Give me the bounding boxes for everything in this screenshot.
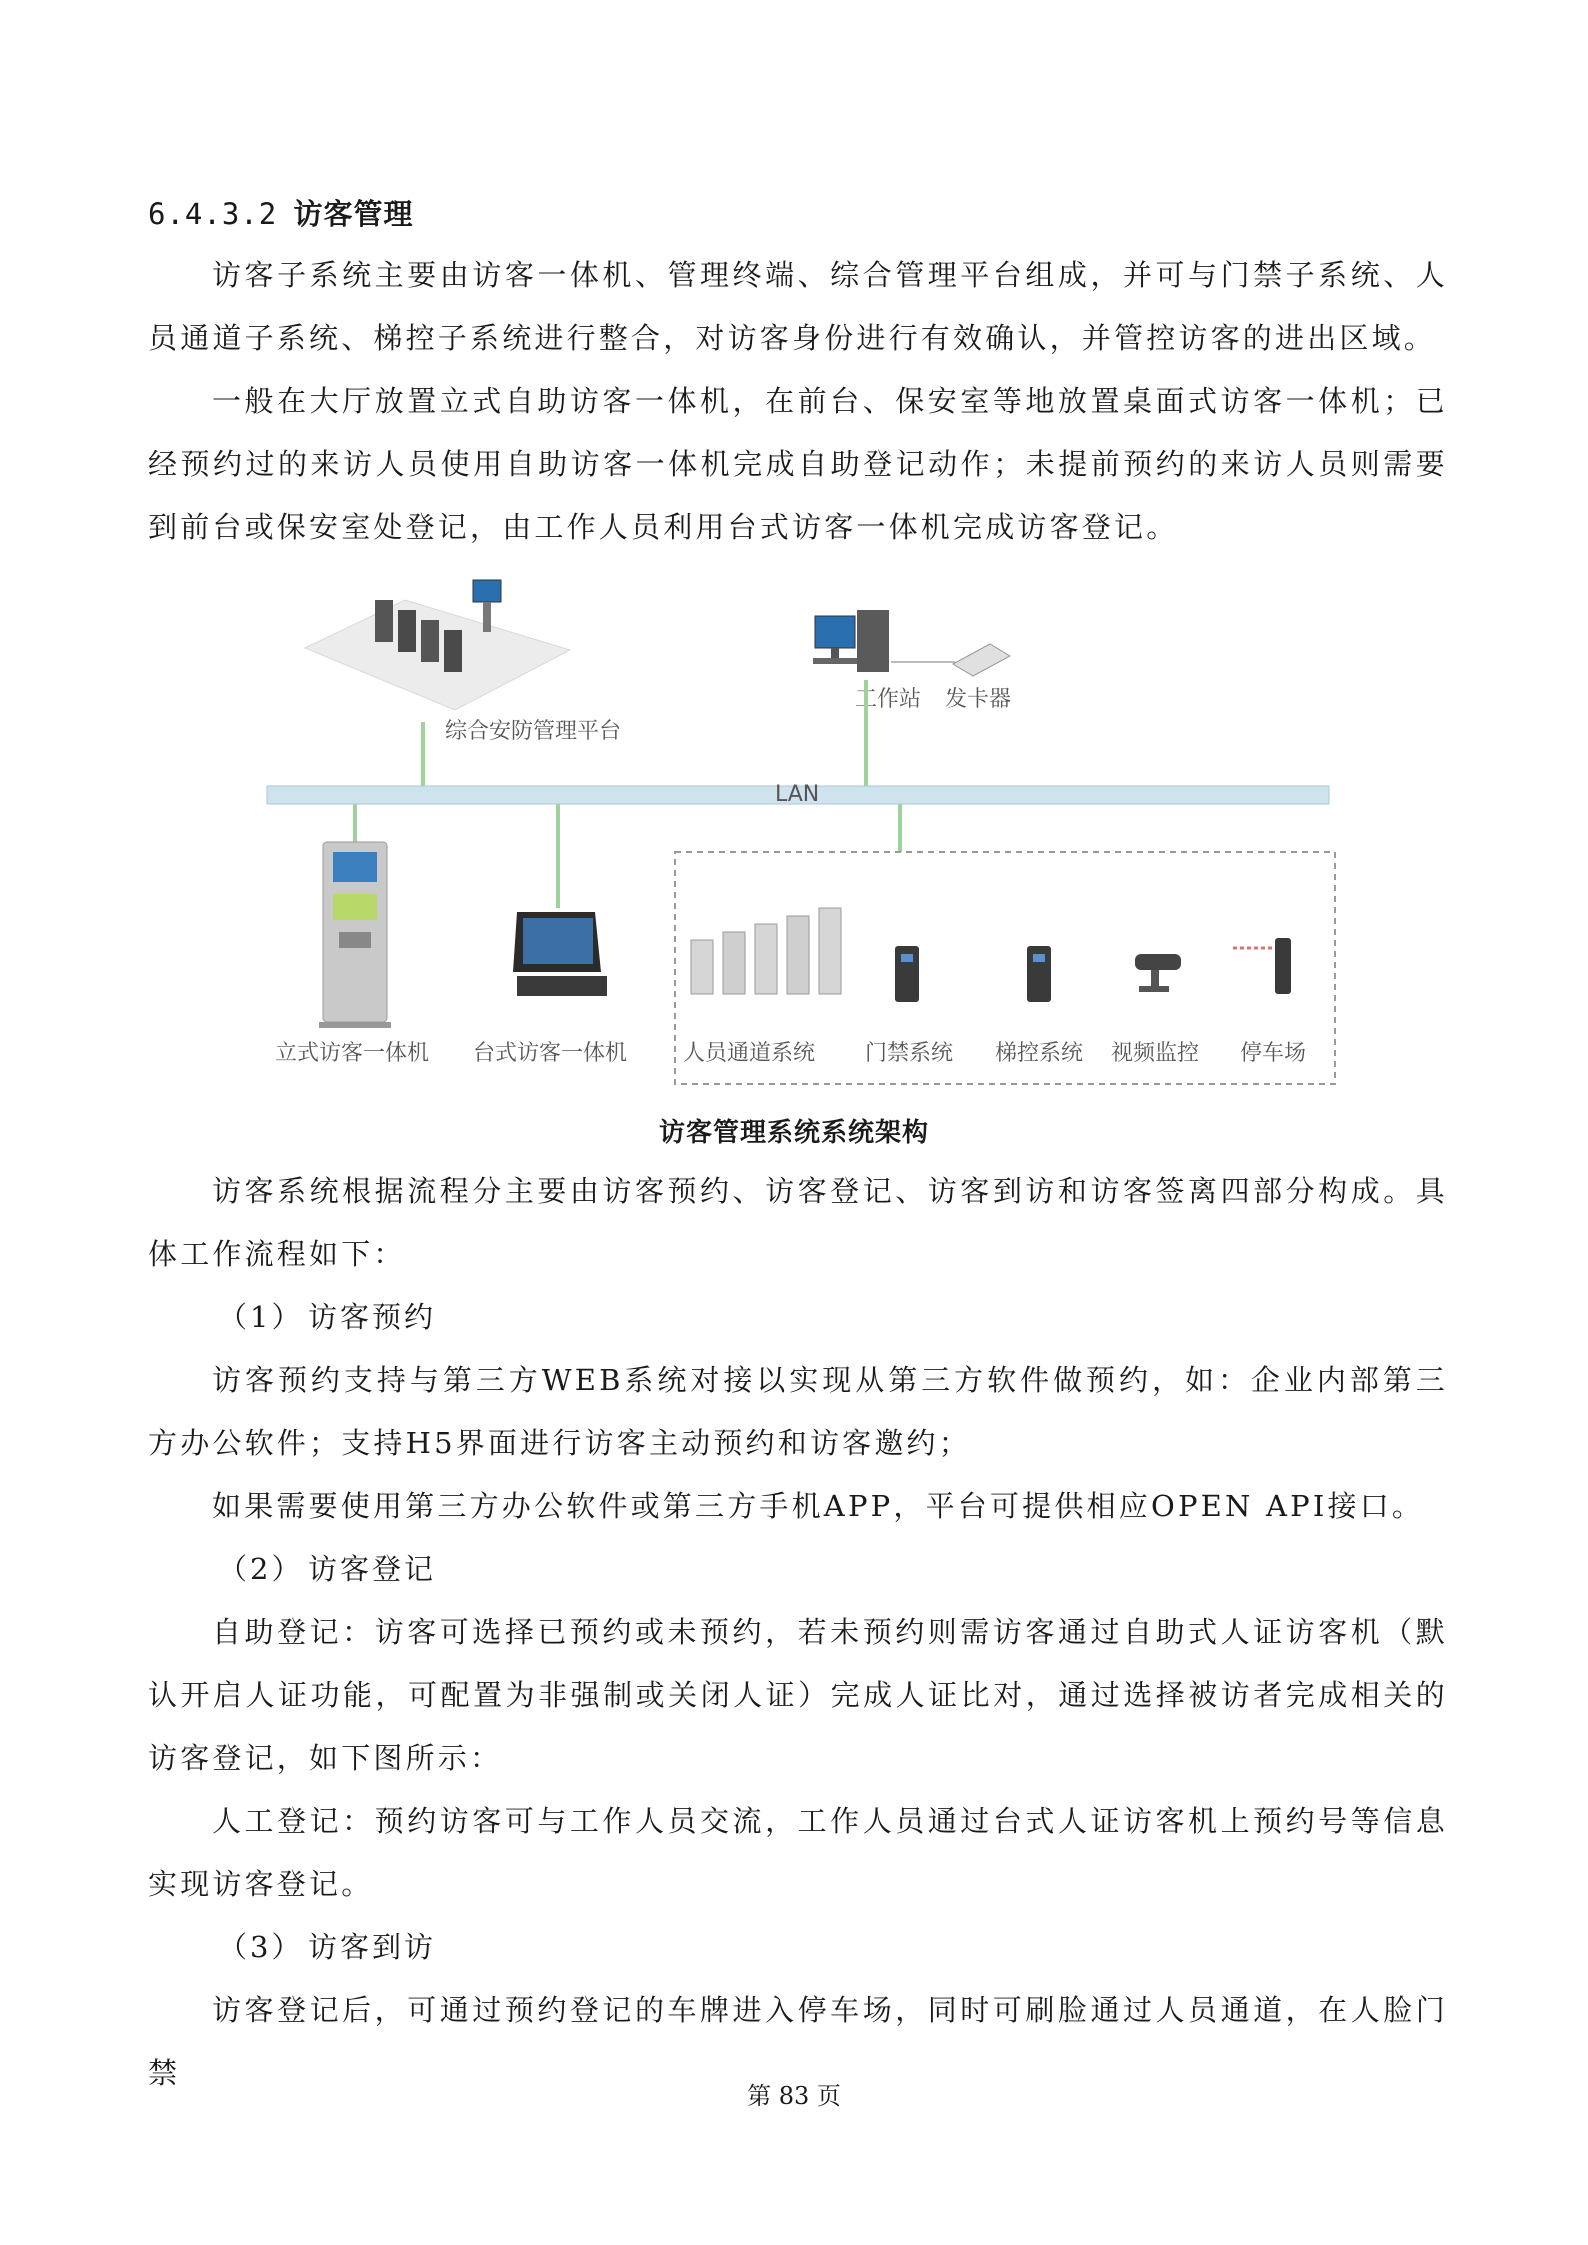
lan-label: LAN (775, 782, 820, 807)
section-number: 6.4.3.2 (148, 197, 278, 231)
item-paragraph: 自助登记：访客可选择已预约或未预约，若未预约则需访客通过自助式人证访客机（默认开启人证功能，可配置为非强制或关闭人证）完成人证比对，通过选择被访者完成相关的访客登记，如下图所示： (148, 1615, 1448, 1775)
item-index: （1） (218, 1300, 304, 1334)
item-heading (148, 1538, 1448, 1601)
item-index: （2） (218, 1552, 304, 1586)
item-title: 访客登记 (308, 1552, 437, 1586)
architecture-diagram (255, 560, 1355, 1100)
section-title: 访客管理 (293, 197, 414, 231)
parking-label: 停车场 (1240, 1041, 1307, 1066)
intro-paragraph: 访客子系统主要由访客一体机、管理终端、综合管理平台组成，并可与门禁子系统、人员通道子系统、梯控子系统进行整合，对访客身份进行有效确认，并管控访客的进出区域。 (148, 258, 1448, 355)
platform-server-icon (305, 580, 570, 710)
item-paragraph: 访客预约支持与第三方WEB系统对接以实现从第三方软件做预约，如：企业内部第三方办公软件；支持H5界面进行访客主动预约和访客邀约； (148, 1363, 1448, 1460)
camera-icon (1135, 954, 1181, 992)
elevator-control-icon (1027, 946, 1051, 1002)
item-paragraph: 人工登记：预约访客可与工作人员交流，工作人员通过台式人证访客机上预约号等信息实现访客登记。 (148, 1804, 1448, 1901)
card-issuer-icon (953, 644, 1010, 676)
desktop-kiosk-label: 台式访客一体机 (473, 1041, 628, 1066)
item-paragraph: 访客登记后，可通过预约登记的车牌进入停车场，同时可刷脸通过人员通道，在人脸门禁 (148, 1993, 1448, 2090)
personnel-channel-label: 人员通道系统 (683, 1041, 816, 1066)
personnel-channel-icon (691, 908, 841, 994)
workstation-label: 工作站 (855, 687, 922, 712)
access-control-icon (895, 946, 919, 1002)
card-issuer-label: 发卡器 (945, 687, 1012, 712)
elevator-control-label: 梯控系统 (995, 1041, 1084, 1066)
item-title: 访客到访 (308, 1930, 437, 1964)
figure-caption: 访客管理系统系统架构 (658, 1118, 929, 1148)
item-title: 访客预约 (308, 1300, 437, 1334)
item-heading (148, 1286, 1448, 1349)
desktop-kiosk-icon (513, 912, 607, 996)
standing-kiosk-icon (319, 842, 391, 1028)
flow-text (148, 1160, 1448, 2105)
standing-kiosk-label: 立式访客一体机 (275, 1041, 430, 1066)
platform-label: 综合安防管理平台 (445, 719, 622, 744)
access-control-label: 门禁系统 (865, 1041, 954, 1066)
item-heading (148, 1916, 1448, 1979)
page-number: 第 83 页 (747, 2082, 841, 2110)
workstation-icon (813, 610, 889, 672)
parking-barrier-icon (1233, 938, 1291, 994)
item-index: （3） (218, 1930, 304, 1964)
item-paragraph: 如果需要使用第三方办公软件或第三方手机APP，平台可提供相应OPEN API接口。 (212, 1489, 1425, 1523)
intro-paragraph: 一般在大厅放置立式自助访客一体机，在前台、保安室等地放置桌面式访客一体机；已经预约过的来访人员使用自助访客一体机完成自助登记动作；未提前预约的来访人员则需要到前台或保安室处登记，由工作人员利用台式访客一体机完成访客登记。 (148, 384, 1448, 544)
flow-intro-paragraph: 访客系统根据流程分主要由访客预约、访客登记、访客到访和访客签离四部分构成。具体工作流程如下： (148, 1174, 1448, 1271)
section-heading (148, 192, 413, 233)
intro-text (148, 244, 1448, 559)
video-monitor-label: 视频监控 (1111, 1041, 1200, 1066)
